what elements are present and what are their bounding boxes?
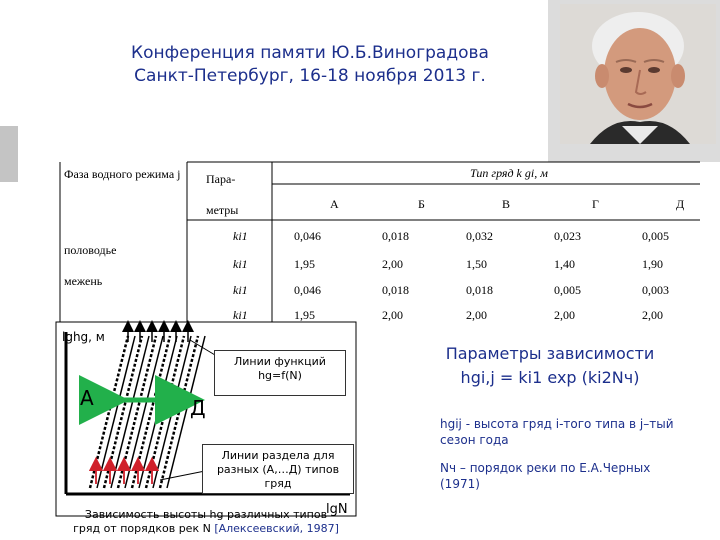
table-phase-lowwater: межень (64, 274, 103, 288)
table-cell: 0,018 (466, 283, 493, 297)
table-col-g: Г (592, 197, 599, 211)
table-cell: 1,50 (466, 257, 487, 271)
table-param-header-1: Пара- (206, 172, 236, 186)
table-row-param: ki1 (233, 229, 248, 243)
label-a: А (80, 386, 94, 410)
caption-line1: Зависимость высоты hg различных типов (84, 508, 328, 521)
table-row-param: ki1 (233, 308, 248, 322)
table-cell: 0,005 (554, 283, 581, 297)
table-phase-flood: половодье (64, 243, 117, 257)
x-axis-label: lgN (326, 502, 348, 517)
table-cell: 2,00 (466, 308, 487, 322)
table-cell: 0,003 (642, 283, 669, 297)
diagram-caption (56, 508, 356, 536)
table-param-header-2: метры (206, 203, 239, 217)
table-cell: 2,00 (554, 308, 575, 322)
table-cell: 0,018 (382, 283, 409, 297)
table-col-a: А (330, 197, 339, 211)
conference-title-line1: Конференция памяти Ю.Б.Виноградова (131, 43, 489, 63)
definition-hg: hgij - высота гряд i-того типа в j–тый сезон года (440, 417, 674, 447)
y-axis-label: lghg, м (62, 330, 105, 344)
table-phase-header-text: Фаза водного режима j (64, 167, 181, 181)
table-cell: 1,90 (642, 257, 663, 271)
table-cell: 1,95 (294, 257, 315, 271)
table-cell: 0,005 (642, 229, 669, 243)
parameters-title: Параметры зависимости (445, 344, 655, 363)
table-cell: 0,046 (294, 229, 321, 243)
table-col-v: В (502, 197, 511, 211)
table-col-d: Д (676, 197, 685, 211)
table-row-param: ki1 (233, 257, 248, 271)
callout-separator-lines: Линии раздела для разных (А,…Д) типов гряд (202, 444, 354, 494)
table-type-header: Тип гряд k gi, м (470, 166, 548, 180)
table-cell: 1,95 (294, 308, 315, 322)
table-cell: 0,023 (554, 229, 581, 243)
table-cell: 1,40 (554, 257, 575, 271)
table-cell: 0,018 (382, 229, 409, 243)
table-row-param: ki1 (233, 283, 248, 297)
callout-function-lines: Линии функций hg=f(N) (214, 350, 346, 396)
caption-line2: гряд от порядков рек N (73, 522, 211, 535)
table-cell: 0,046 (294, 283, 321, 297)
table-col-b: Б (418, 197, 425, 211)
caption-line2-wrap (56, 522, 356, 536)
label-d: Д (190, 396, 206, 420)
separator-lines (97, 336, 205, 488)
table-cell: 2,00 (382, 257, 403, 271)
table-cell: 2,00 (382, 308, 403, 322)
definition-n: Nч – порядок реки по Е.А.Черных (1971) (440, 461, 651, 491)
table-cell: 2,00 (642, 308, 663, 322)
table-cell: 0,032 (466, 229, 493, 243)
dependency-formula: hgi,j = ki1 exp (ki2Nч) (460, 368, 640, 387)
conference-title-line2: Санкт-Петербург, 16-18 ноября 2013 г. (134, 66, 486, 86)
top-arrows (128, 326, 188, 342)
caption-ref: [Алексеевский, 1987] (214, 522, 339, 535)
